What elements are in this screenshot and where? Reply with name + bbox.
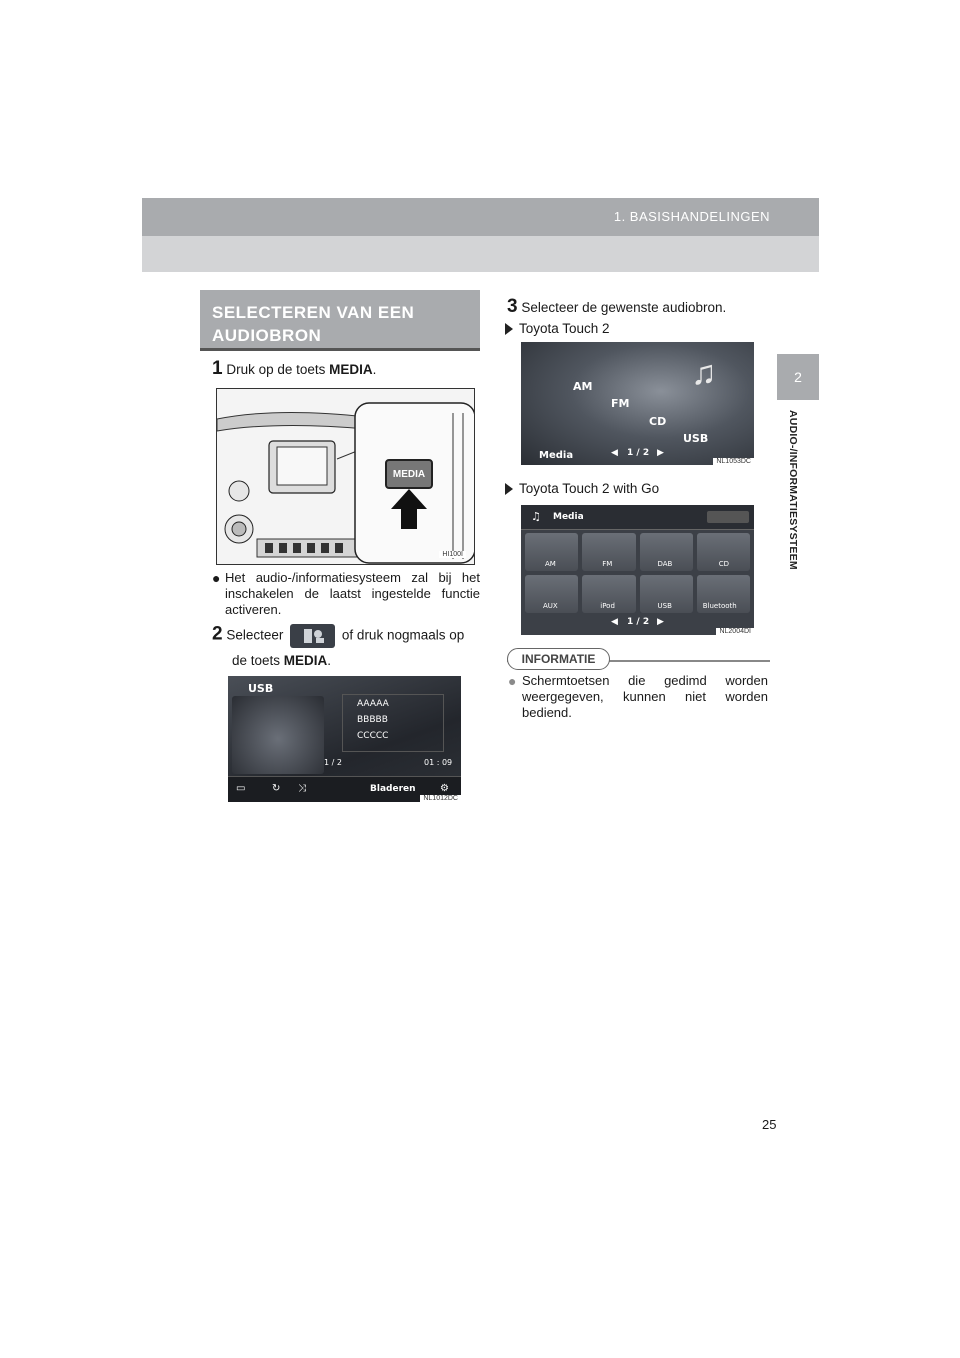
info-item bbox=[508, 673, 768, 721]
track-list bbox=[342, 694, 444, 752]
tile-am-label: AM bbox=[545, 560, 556, 568]
music-note-icon: ♫ bbox=[691, 354, 717, 392]
figure-code: NL1012DC bbox=[420, 795, 461, 802]
chapter-title: 1. BASISHANDELINGEN bbox=[613, 209, 770, 224]
chevron-right-icon bbox=[505, 483, 513, 495]
track-3[interactable]: CCCCC bbox=[357, 731, 389, 741]
step-3-number: 3 bbox=[507, 296, 518, 317]
page-next-icon[interactable]: ▶ bbox=[657, 448, 664, 458]
step-2-key: MEDIA bbox=[283, 653, 328, 668]
tile-cd[interactable] bbox=[697, 533, 750, 571]
bullet-item bbox=[212, 570, 480, 618]
track-position: 1 / 2 bbox=[324, 758, 342, 767]
shuffle-icon[interactable]: ⤨ bbox=[298, 783, 306, 794]
variant-1-label: Toyota Touch 2 bbox=[519, 321, 610, 336]
page-prev-icon[interactable]: ◀ bbox=[611, 617, 618, 627]
step-2-punct: . bbox=[327, 653, 332, 668]
tile-cd-label: CD bbox=[718, 560, 730, 568]
tile-dab[interactable] bbox=[640, 533, 693, 571]
step-2-number: 2 bbox=[212, 623, 223, 645]
browse-button[interactable]: Bladeren bbox=[370, 784, 416, 794]
media-header-title: Media bbox=[553, 512, 584, 522]
media-button: MEDIA bbox=[385, 459, 433, 489]
header-subband bbox=[142, 236, 819, 272]
chevron-right-icon bbox=[505, 323, 513, 335]
chapter-number-tab: 2 bbox=[777, 354, 819, 400]
repeat-icon[interactable]: ↻ bbox=[272, 783, 281, 794]
status-indicator bbox=[707, 511, 749, 523]
variant-1 bbox=[505, 320, 610, 338]
tile-bluetooth-label: Bluetooth bbox=[702, 602, 737, 610]
figure-dashboard bbox=[216, 388, 475, 565]
step-2 bbox=[212, 624, 482, 670]
step-1-number: 1 bbox=[212, 358, 223, 379]
step-1 bbox=[212, 360, 482, 379]
step-3-text: Selecteer de gewenste audiobron. bbox=[521, 300, 727, 315]
tile-ipod[interactable] bbox=[582, 575, 635, 613]
step-1-key: MEDIA bbox=[329, 362, 373, 377]
up-arrow-icon bbox=[389, 487, 429, 531]
tile-ipod-label: iPod bbox=[600, 602, 615, 610]
info-text: Schermtoetsen die gedimd worden weergegeven, kunnen niet worden bediend. bbox=[522, 673, 768, 720]
variant-2-label: Toyota Touch 2 with Go bbox=[519, 481, 660, 496]
bullet-text: Het audio-/informatiesysteem zal bij het inschakelen de laatst ingestelde functie activeren. bbox=[225, 570, 480, 617]
section-title-line1: SELECTEREN VAN EEN bbox=[212, 303, 415, 322]
media-screen-icon bbox=[290, 624, 335, 648]
figure-code: NL2004DI bbox=[716, 628, 754, 635]
step-3 bbox=[507, 298, 777, 317]
info-bullet-icon: ● bbox=[508, 673, 517, 689]
figure-touch2go-media bbox=[521, 505, 754, 635]
usb-title: USB bbox=[248, 682, 274, 695]
chapter-side-title bbox=[787, 410, 809, 610]
music-note-icon: ♫ bbox=[531, 510, 541, 523]
tile-dab-label: DAB bbox=[657, 560, 673, 568]
tile-aux[interactable] bbox=[525, 575, 578, 613]
track-2[interactable]: BBBBB bbox=[357, 715, 388, 725]
source-cd[interactable]: CD bbox=[649, 415, 667, 428]
info-label: INFORMATIE bbox=[507, 648, 610, 670]
dashboard-illustration bbox=[217, 389, 474, 564]
tile-usb[interactable] bbox=[640, 575, 693, 613]
chapter-side-label: AUDIO-/INFORMATIESYSTEEM bbox=[787, 410, 799, 570]
album-art bbox=[232, 696, 324, 774]
tile-fm-label: FM bbox=[602, 560, 613, 568]
page-next-icon[interactable]: ▶ bbox=[657, 617, 664, 627]
page-number: 25 bbox=[762, 1117, 777, 1132]
figure-usb-screen bbox=[228, 676, 461, 802]
section-title-line2: AUDIOBRON bbox=[212, 326, 322, 345]
media-header bbox=[521, 505, 754, 530]
tile-usb-label: USB bbox=[657, 602, 672, 610]
source-am[interactable]: AM bbox=[573, 380, 593, 393]
tile-fm[interactable] bbox=[582, 533, 635, 571]
step-1-punct: . bbox=[372, 362, 377, 377]
step-2-line2: de toets bbox=[232, 653, 284, 668]
tile-am[interactable] bbox=[525, 533, 578, 571]
figure-code: HI100I bbox=[439, 551, 466, 558]
step-2-post: of druk nogmaals op bbox=[341, 627, 465, 643]
media-title: Media bbox=[539, 450, 574, 461]
bullet-dot-icon: ● bbox=[212, 570, 221, 586]
source-grid bbox=[525, 533, 750, 613]
folder-icon[interactable]: ▭ bbox=[236, 783, 246, 794]
figure-touch2-media bbox=[521, 342, 754, 465]
step-2-pre: Selecteer bbox=[226, 627, 284, 643]
track-1[interactable]: AAAAA bbox=[357, 699, 389, 709]
variant-2 bbox=[505, 480, 659, 498]
track-time: 01 : 09 bbox=[424, 758, 453, 767]
tile-aux-label: AUX bbox=[543, 602, 558, 610]
page-prev-icon[interactable]: ◀ bbox=[611, 448, 618, 458]
settings-icon[interactable]: ⚙ bbox=[440, 783, 449, 794]
source-fm[interactable]: FM bbox=[611, 397, 630, 410]
figure-code: NL1053DC bbox=[713, 458, 754, 465]
step-1-text: Druk op de toets bbox=[226, 362, 330, 377]
section-title bbox=[212, 301, 472, 347]
tile-bluetooth[interactable] bbox=[697, 575, 750, 613]
page-indicator: 1 / 2 bbox=[627, 617, 650, 627]
source-usb[interactable]: USB bbox=[683, 432, 709, 445]
page-indicator: 1 / 2 bbox=[627, 448, 650, 458]
